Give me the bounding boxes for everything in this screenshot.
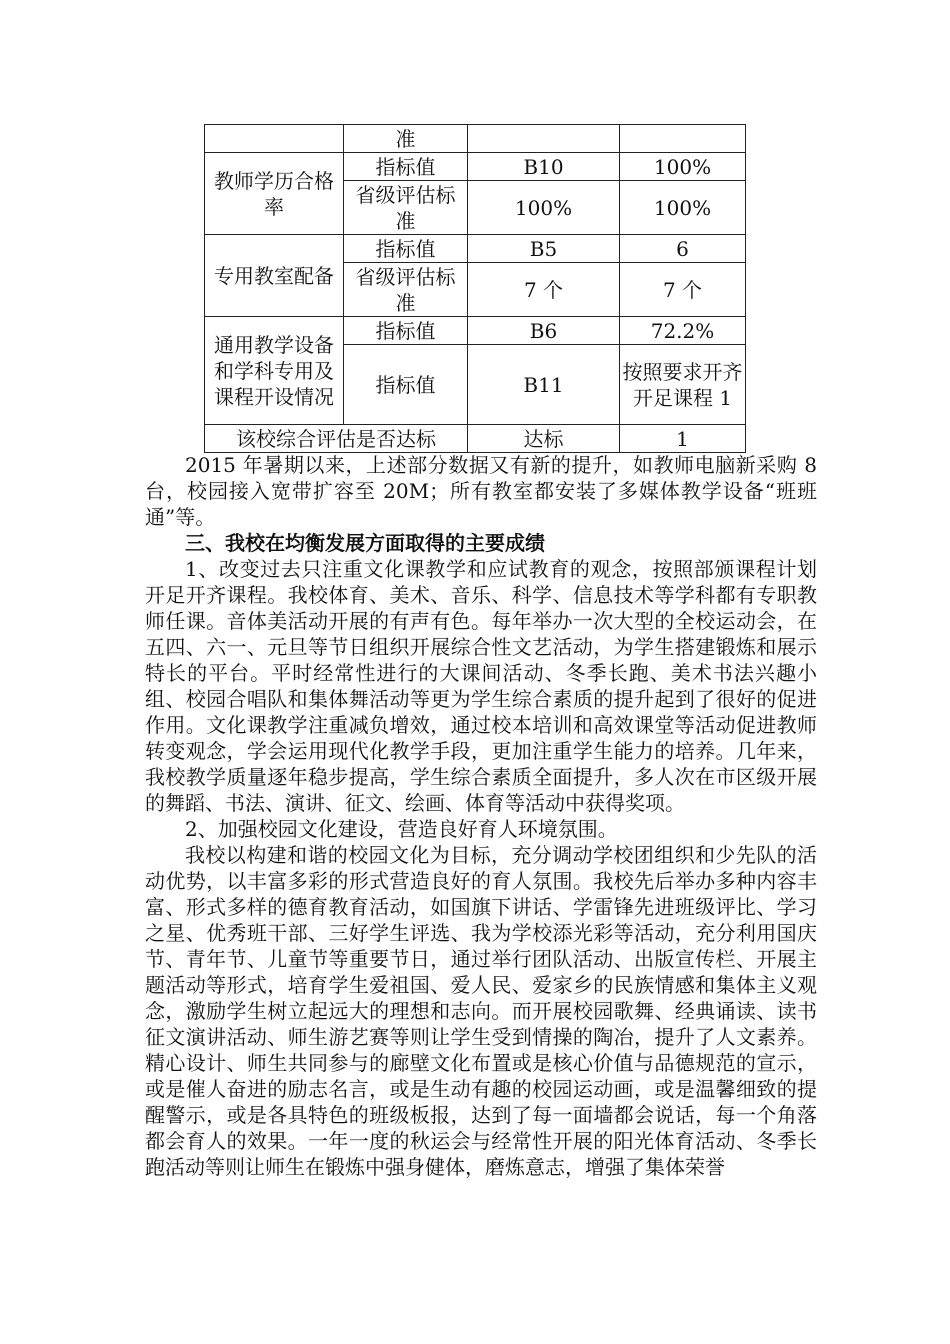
table-cell: 72.2% xyxy=(620,317,746,345)
table-cell: 指标值 xyxy=(344,345,468,425)
table-row xyxy=(205,125,746,153)
table-cell: 指标值 xyxy=(344,317,468,345)
paragraph: 2、加强校园文化建设，营造良好育人环境氛围。 xyxy=(185,817,618,841)
table-cell xyxy=(205,125,344,153)
table-cell: B6 xyxy=(468,317,620,345)
table-cell xyxy=(620,125,746,153)
section-heading: 三、我校在均衡发展方面取得的主要成绩 xyxy=(185,531,545,555)
table-row xyxy=(205,235,746,263)
table-cell: 省级评估标准 xyxy=(344,263,468,317)
table-cell-category: 通用教学设备和学科专用及课程开设情况 xyxy=(205,317,344,425)
table-cell: 准 xyxy=(344,125,468,153)
table-cell: B10 xyxy=(468,153,620,181)
table-cell: 6 xyxy=(620,235,746,263)
table-cell: 100% xyxy=(468,181,620,235)
table-cell: 1 xyxy=(620,425,746,453)
table-cell: 7 个 xyxy=(468,263,620,317)
table-row xyxy=(205,425,746,453)
table-cell: 7 个 xyxy=(620,263,746,317)
table-row xyxy=(205,153,746,181)
paragraph: 我校以构建和谐的校园文化为目标，充分调动学校团组织和少先队的活动优势，以丰富多彩的形式营造良好的育人氛围。我校先后举办多种内容丰富、形式多样的德育教育活动，如国旗下讲话、学雷锋先进班级评比、学习之星、优秀班干部、三好学生评选、我为学校添光彩等活动，充分利用国庆节、青年节、儿童节等重要节日，通过举行团队活动、出版宣传栏、开展主题活动等形式，培育学生爱祖国、爱人民、爱家乡的民族情感和集体主义观念，激励学生树立起远大的理想和志向。而开展校园歌舞、经典诵读、读书征文演讲活动、师生游艺赛等则让学生受到情操的陶冶，提升了人文素养。精心设计、师生共同参与的廊壁文化布置或是核心价值与品德规范的宣示，或是催人奋进的励志名言，或是生动有趣的校园运动画，或是温馨细致的提醒警示，或是各具特色的班级板报，达到了每一面墙都会说话，每一个角落都会育人的效果。一年一度的秋运会与经常性开展的阳光体育活动、冬季长跑活动等则让师生在锻炼中强身健体，磨炼意志，增强了集体荣誉 xyxy=(145,843,817,1179)
paragraph: 2015 年暑期以来，上述部分数据又有新的提升，如教师电脑新采购 8 台，校园接入宽带扩容至 20M；所有教室都安装了多媒体教学设备“班班通”等。 xyxy=(145,453,817,529)
table-row xyxy=(205,317,746,345)
paragraph: 1、改变过去只注重文化课教学和应试教育的观念，按照部颁课程计划开足开齐课程。我校体育、美术、音乐、科学、信息技术等学科都有专职教师任课。音体美活动开展的有声有色。每年举办一次大型的全校运动会，在五四、六一、元旦等节日组织开展综合性文艺活动，为学生搭建锻炼和展示特长的平台。平时经常性进行的大课间活动、冬季长跑、美术书法兴趣小组、校园合唱队和集体舞活动等更为学生综合素质的提升起到了很好的促进作用。文化课教学注重减负增效，通过校本培训和高效课堂等活动促进教师转变观念，学会运用现代化教学手段，更加注重学生能力的培养。几年来，我校教学质量逐年稳步提高，学生综合素质全面提升，多人次在市区级开展的舞蹈、书法、演讲、征文、绘画、体育等活动中获得奖项。 xyxy=(145,557,817,815)
table-cell-category: 专用教室配备 xyxy=(205,235,344,317)
table-cell: B5 xyxy=(468,235,620,263)
table-cell-summary: 该校综合评估是否达标 xyxy=(205,425,468,453)
table-cell: B11 xyxy=(468,345,620,425)
table-cell-category: 教师学历合格率 xyxy=(205,153,344,235)
table-cell: 指标值 xyxy=(344,235,468,263)
table-cell: 达标 xyxy=(468,425,620,453)
table-cell: 指标值 xyxy=(344,153,468,181)
body-text xyxy=(145,452,817,1180)
table-cell: 100% xyxy=(620,181,746,235)
table-cell xyxy=(468,125,620,153)
table-cell: 省级评估标准 xyxy=(344,181,468,235)
table-cell: 按照要求开齐开足课程 1 xyxy=(620,345,746,425)
evaluation-table xyxy=(204,124,746,453)
table-cell: 100% xyxy=(620,153,746,181)
